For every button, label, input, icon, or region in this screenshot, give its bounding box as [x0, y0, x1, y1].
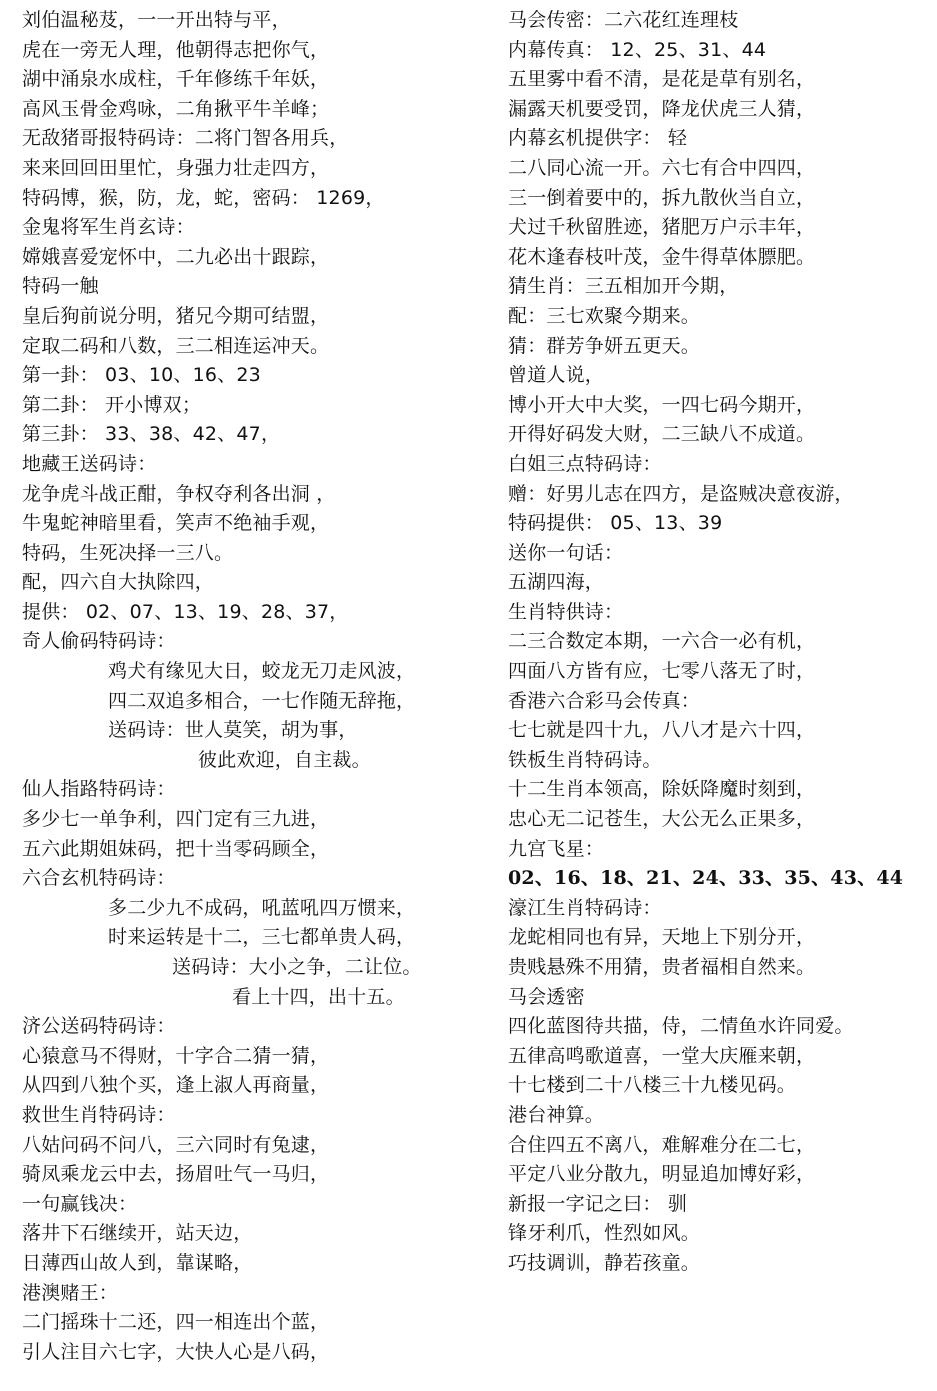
text-line: 龙蛇相同也有异，天地上下别分开， [508, 926, 816, 949]
text-line: 皇后狗前说分明，猪兄今期可结盟， [22, 304, 330, 327]
text-line: 湖中涌泉水成柱，千年修练千年妖， [22, 68, 330, 91]
text-line: 特码提供： 05、13、39 [508, 512, 723, 535]
text-line: 五律高鸣歌道喜，一堂大庆雁来朝， [508, 1044, 816, 1067]
text-line: 犬过千秋留胜迹，猪肥万户示丰年， [508, 216, 816, 239]
text-line: 新报一字记之曰： 驯 [508, 1192, 688, 1215]
section-heading: 六合玄机特码诗： [22, 867, 176, 890]
text-line: 十七楼到二十八楼三十九楼见码。 [508, 1074, 797, 1097]
text-line: 从四到八独个买，逢上淑人再商量， [22, 1074, 330, 1097]
text-line: 刘伯温秘芨，一一开出特与平， [22, 9, 291, 31]
text-line: 花木逢春枝叶茂，金牛得草体膘肥。 [508, 245, 816, 268]
text-line: 看上十四，出十五。 [232, 985, 405, 1008]
text-line: 二门摇珠十二还，四一相连出个蓝， [22, 1311, 330, 1334]
text-line: 来来回回田里忙，身强力壮走四方， [22, 156, 330, 179]
text-line: 十二生肖本领高，除妖降魔时刻到， [508, 778, 816, 801]
section-heading: 九宫飞星： [508, 837, 605, 860]
section-heading: 济公送码特码诗： [22, 1015, 176, 1038]
section-heading: 金鬼将军生肖玄诗： [22, 216, 195, 239]
text-line: 贵贱悬殊不用猜，贵者福相自然来。 [508, 956, 816, 978]
text-line: 送码诗：世人莫笑，胡为事， [108, 719, 358, 742]
text-line: 嫦娥喜爱宠怀中，二九必出十跟踪， [22, 245, 330, 268]
text-line: 鸡犬有缘见大日，蛟龙无刀走风波， [108, 660, 416, 683]
text-line: 赠：好男儿志在四方，是盗贼决意夜游， [508, 482, 854, 505]
text-line: 合住四五不离八，难解难分在二七， [508, 1133, 816, 1156]
section-heading: 奇人偷码特码诗： [22, 630, 176, 653]
number-line: 02、16、18、21、24、33、35、43、44 [508, 867, 904, 890]
text-line: 猜生肖：三五相加开今期， [508, 275, 739, 298]
text-line: 四二双追多相合，一七作随无辞拖， [108, 689, 416, 712]
section-heading: 白姐三点特码诗： [508, 452, 662, 475]
text-line: 龙争虎斗战正酣，争权夺利各出洞 ， [22, 482, 336, 505]
text-line: 高风玉骨金鸡咏，二角揪平牛羊峰； [22, 97, 330, 120]
text-line: 三一倒着要中的，拆九散伙当自立， [508, 186, 816, 209]
text-line: 日薄西山故人到，靠谋略， [22, 1251, 253, 1274]
text-line: 彼此欢迎，自主裁。 [198, 748, 371, 771]
text-line: 锋牙利爪，性烈如风。 [508, 1222, 701, 1245]
section-heading: 救世生肖特码诗： [22, 1103, 176, 1126]
section-heading: 濠江生肖特码诗： [508, 896, 662, 919]
text-line: 平定八业分散九，明显追加博好彩， [508, 1163, 816, 1186]
text-line: 巧技调训，静若孩童。 [508, 1251, 701, 1274]
left-column [22, 6, 482, 1367]
text-line: 五湖四海， [508, 571, 605, 594]
text-line: 二八同心流一开。六七有合中四四， [508, 156, 816, 179]
section-heading: 曾道人说， [508, 364, 605, 387]
text-line: 配：三七欢聚今期来。 [508, 304, 701, 327]
text-line: 牛鬼蛇神暗里看，笑声不绝袖手观， [22, 512, 330, 535]
text-line: 内幕传真： 12、25、31、44 [508, 38, 767, 61]
section-heading: 港台神算。 [508, 1103, 605, 1126]
text-line: 二三合数定本期，一六合一必有机， [508, 630, 816, 653]
text-line: 多少七一单争利，四门定有三九进， [22, 808, 330, 831]
text-line: 八姑问码不问八，三六同时有兔逮， [22, 1133, 330, 1156]
text-line: 骑凤乘龙云中去，扬眉吐气一马归， [22, 1163, 330, 1186]
text-line: 虎在一旁无人理，他朝得志把你气， [22, 38, 330, 61]
text-line: 配，四六自大执除四， [22, 571, 215, 594]
text-line: 落井下石继续开，站天边， [22, 1222, 253, 1245]
text-line: 特码，生死决择一三八。 [22, 541, 234, 564]
text-line: 忠心无二记苍生，大公无么正果多， [508, 808, 816, 831]
section-heading: 仙人指路特码诗： [22, 778, 176, 801]
text-line: 特码博，猴，防，龙，蛇，密码： 1269， [22, 186, 385, 209]
text-line: 引人注目六七字，大快人心是八码， [22, 1340, 330, 1363]
text-line: 心猿意马不得财，十字合二猜一猜， [22, 1044, 330, 1067]
section-heading: 香港六合彩马会传真： [508, 689, 701, 712]
text-line: 猜：群芳争妍五更天。 [508, 334, 701, 357]
text-line: 漏露天机要受罚，降龙伏虎三人猜， [508, 97, 816, 120]
text-line: 特码一触 [22, 275, 99, 298]
text-line: 无敌猪哥报特码诗：二将门智各用兵， [22, 127, 349, 150]
text-line: 五六此期姐妹码，把十当零码顾全， [22, 837, 330, 860]
section-heading: 地藏王送码诗： [22, 452, 157, 475]
text-line: 时来运转是十二，三七都单贵人码， [108, 926, 416, 949]
text-line: 博小开大中大奖，一四七码今期开， [508, 393, 816, 416]
right-column [508, 6, 933, 1279]
text-line: 四化蓝图待共描，侍，二情鱼水许同爱。 [508, 1015, 854, 1038]
text-line: 送码诗：大小之争，二让位。 [172, 956, 422, 978]
section-heading: 马会透密 [508, 985, 585, 1008]
text-line: 五里雾中看不清，是花是草有别名， [508, 68, 816, 91]
text-line: 提供： 02、07、13、19、28、37， [22, 600, 349, 623]
text-line: 七七就是四十九，八八才是六十四， [508, 719, 816, 742]
section-heading: 一句赢钱决： [22, 1192, 138, 1215]
text-line: 定取二码和八数，三二相连运冲天。 [22, 334, 330, 357]
text-line: 第二卦： 开小博双； [22, 393, 202, 416]
section-heading: 送你一句话： [508, 541, 624, 564]
text-line: 开得好码发大财，二三缺八不成道。 [508, 423, 816, 446]
text-line: 四面八方皆有应，七零八落无了时， [508, 660, 816, 683]
text-line: 第三卦： 33、38、42、47， [22, 423, 281, 446]
text-line: 第一卦： 03、10、16、23 [22, 364, 261, 387]
section-heading: 港澳赌王： [22, 1281, 119, 1304]
section-heading: 铁板生肖特码诗。 [508, 748, 662, 771]
text-line: 马会传密：二六花红连理枝 [508, 9, 739, 31]
text-line: 内幕玄机提供字： 轻 [508, 127, 688, 150]
section-heading: 生肖特供诗： [508, 600, 624, 623]
text-line: 多二少九不成码，吼蓝吼四万惯来， [108, 896, 416, 919]
